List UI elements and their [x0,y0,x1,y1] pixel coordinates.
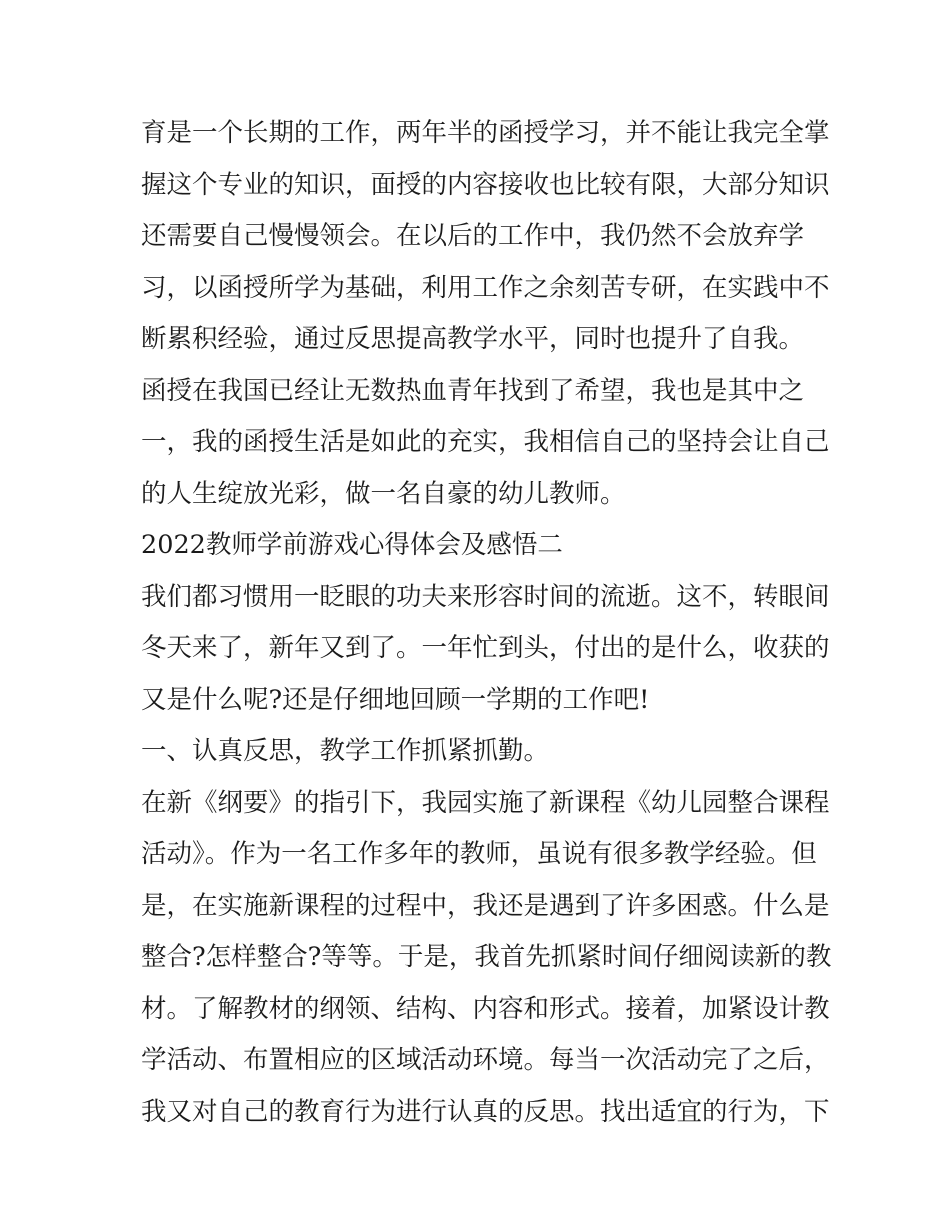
text-line: 握这个专业的知识，面授的内容接收也比较有限，大部分知识 [141,169,830,200]
text-line: 又是什么呢?还是仔细地回顾一学期的工作吧! [141,684,650,715]
text-line: 材。了解教材的纲领、结构、内容和形式。接着，加紧设计教 [141,993,830,1024]
text-line: 学活动、布置相应的区域活动环境。每当一次活动完了之后， [141,1045,830,1075]
text-line: 育是一个长期的工作，两年半的函授学习，并不能让我完全掌 [141,118,830,148]
text-line: 冬天来了，新年又到了。一年忙到头，付出的是什么，收获的 [141,633,830,663]
text-line: 我们都习惯用一眨眼的功夫来形容时间的流逝。这不，转眼间 [141,581,830,612]
text-line: 断累积经验，通过反思提高教学水平，同时也提升了自我。 [141,324,805,354]
section-heading: 2022教师学前游戏心得体会及感悟二 [141,530,563,560]
text-line: 一，我的函授生活是如此的充实，我相信自己的坚持会让自己 [141,427,830,457]
text-line: 我又对自己的教育行为进行认真的反思。找出适宜的行为，下 [141,1096,830,1127]
text-line: 活动》。作为一名工作多年的教师，虽说有很多教学经验。但 [141,839,817,869]
text-line: 整合?怎样整合?等等。于是，我首先抓紧时间仔细阅读新的教 [141,942,832,972]
text-line: 是，在实施新课程的过程中，我还是遇到了许多困惑。什么是 [141,890,830,921]
text-line: 函授在我国已经让无数热血青年找到了希望，我也是其中之 [141,375,805,406]
text-line: 还需要自己慢慢领会。在以后的工作中，我仍然不会放弃学 [141,221,805,251]
subsection-heading: 一、认真反思，教学工作抓紧抓勤。 [141,736,550,766]
document-body [141,108,832,1138]
text-line: 在新《纲要》的指引下，我园实施了新课程《幼儿园整合课程 [141,787,830,818]
text-line: 的人生绽放光彩，做一名自豪的幼儿教师。 [141,478,626,509]
text-line: 习，以函授所学为基础，利用工作之余刻苦专研，在实践中不 [141,272,830,303]
